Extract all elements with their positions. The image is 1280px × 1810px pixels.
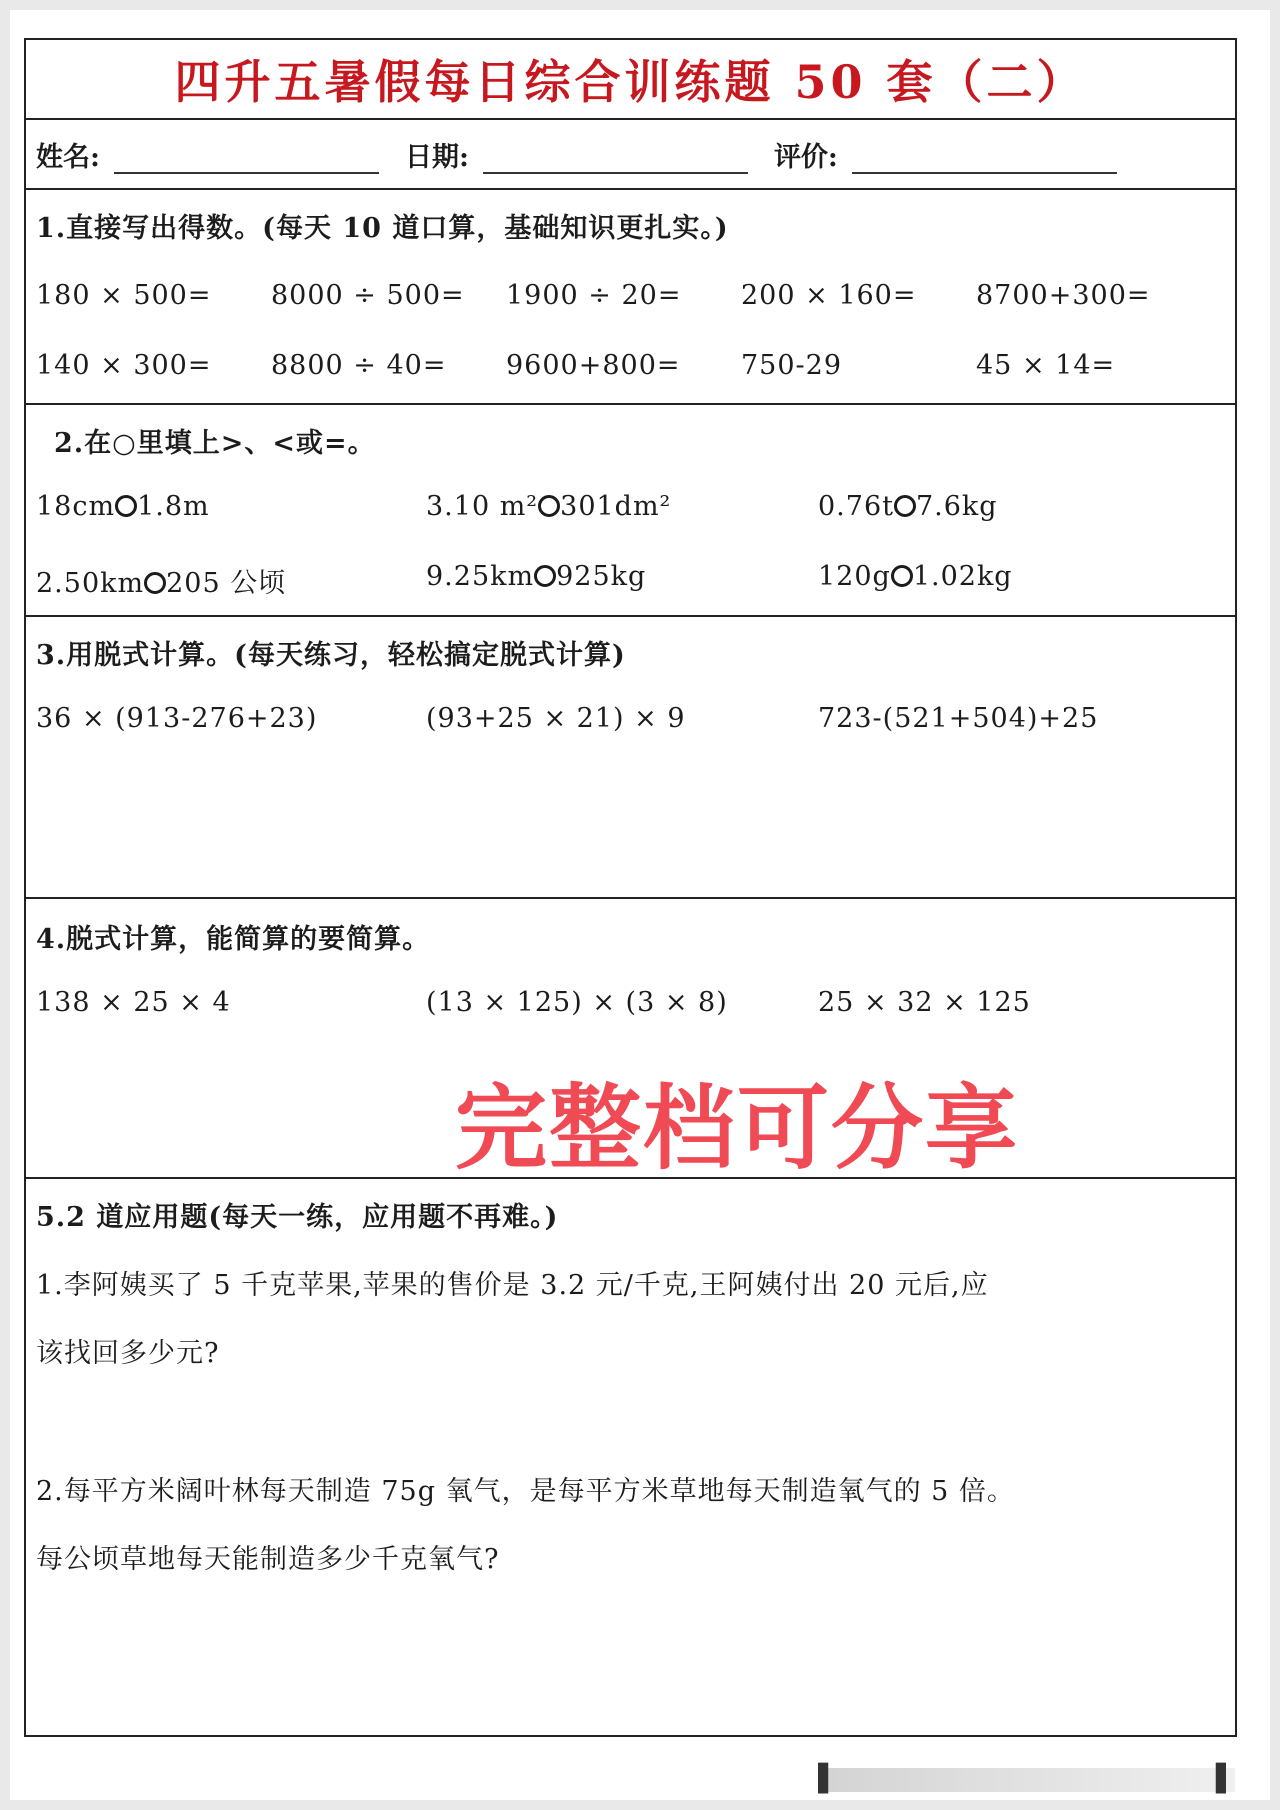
title-row — [26, 40, 1235, 120]
footer-left-glyph-icon: ▐ — [808, 1764, 828, 1794]
compare-item[interactable]: 2.50km 205 公顷 — [36, 568, 287, 599]
name-field[interactable] — [36, 135, 405, 174]
compare-circle[interactable] — [894, 495, 916, 517]
section-title: 3.用脱式计算。(每天练习，轻松搞定脱式计算) — [36, 640, 626, 671]
compare-item[interactable]: 0.76t 7.6kg — [818, 491, 998, 522]
word-problem-line: 1.李阿姨买了 5 千克苹果,苹果的售价是 3.2 元/千克,王阿姨付出 20 元后,应 — [36, 1270, 989, 1301]
simplify-calc-item: (13 × 125) × (3 × 8) — [426, 987, 728, 1018]
compare-circle[interactable] — [115, 495, 137, 517]
section-step-calc — [26, 617, 1235, 899]
compare-circle[interactable] — [144, 572, 166, 594]
date-blank[interactable] — [483, 146, 748, 174]
step-calc-item: 723-(521+504)+25 — [818, 703, 1099, 734]
oral-calc-item: 9600+800= — [506, 350, 681, 381]
oral-calc-item: 200 × 160= — [741, 280, 917, 311]
section-compare — [26, 405, 1235, 617]
date-field[interactable] — [405, 135, 774, 174]
word-problem-line: 该找回多少元? — [36, 1338, 220, 1369]
oral-calc-item: 140 × 300= — [36, 350, 212, 381]
oral-calc-item: 8000 ÷ 500= — [271, 280, 465, 311]
compare-item[interactable]: 3.10 m² 301dm² — [426, 491, 672, 522]
page-title: 四升五暑假每日综合训练题 50 套（二） — [174, 55, 1087, 109]
footer-right-glyph-icon: ▌ — [1216, 1764, 1236, 1794]
name-label: 姓名: — [36, 141, 100, 173]
oral-calc-item: 180 × 500= — [36, 280, 212, 311]
eval-label: 评价: — [773, 141, 838, 173]
date-label: 日期: — [404, 141, 469, 173]
step-calc-item: 36 × (913-276+23) — [36, 703, 318, 734]
oral-calc-item: 750-29 — [741, 350, 843, 381]
eval-blank[interactable] — [852, 146, 1117, 174]
section-title: 1.直接写出得数。(每天 10 道口算，基础知识更扎实。) — [36, 213, 729, 244]
info-row — [26, 120, 1235, 190]
word-problem-line: 每公顷草地每天能制造多少千克氧气? — [36, 1544, 500, 1575]
simplify-calc-item: 25 × 32 × 125 — [818, 987, 1031, 1018]
footer-blur-bar — [825, 1768, 1235, 1792]
oral-calc-item: 8700+300= — [976, 280, 1151, 311]
compare-circle[interactable] — [538, 495, 560, 517]
oral-calc-item: 8800 ÷ 40= — [271, 350, 447, 381]
share-watermark: 完整档可分享 — [455, 1075, 1020, 1182]
word-problem-line: 2.每平方米阔叶林每天制造 75g 氧气，是每平方米草地每天制造氧气的 5 倍。 — [36, 1476, 1015, 1507]
compare-item[interactable]: 120g 1.02kg — [818, 561, 1013, 592]
section-title: 4.脱式计算，能简算的要简算。 — [36, 924, 431, 955]
compare-circle[interactable] — [891, 565, 913, 587]
simplify-calc-item: 138 × 25 × 4 — [36, 987, 231, 1018]
step-calc-item: (93+25 × 21) × 9 — [426, 703, 686, 734]
oral-calc-item: 45 × 14= — [976, 350, 1116, 381]
section-title: 5.2 道应用题(每天一练，应用题不再难。) — [36, 1202, 559, 1233]
oral-calc-item: 1900 ÷ 20= — [506, 280, 682, 311]
worksheet-frame — [24, 38, 1237, 1737]
compare-circle[interactable] — [534, 565, 556, 587]
section-title: 2.在○里填上>、<或=。 — [54, 428, 376, 459]
section-oral-calc — [26, 190, 1235, 405]
compare-item[interactable]: 18cm 1.8m — [36, 491, 210, 522]
compare-item[interactable]: 9.25km 925kg — [426, 561, 647, 592]
section-word-problems — [26, 1179, 1235, 1735]
name-blank[interactable] — [114, 146, 379, 174]
eval-field[interactable] — [774, 135, 1143, 174]
